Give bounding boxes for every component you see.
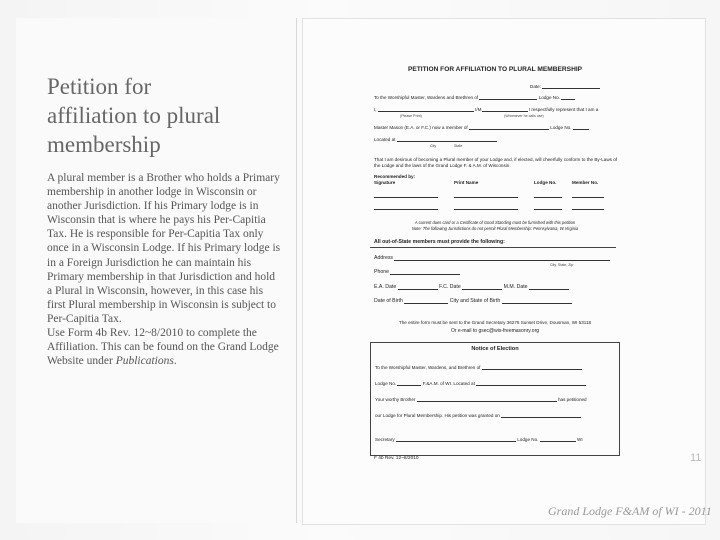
recommender-2-lodge-line	[534, 209, 562, 210]
worthy-brother-label: Your worthy Brother	[375, 397, 416, 402]
desire-paragraph: That I am desirous of becoming a Plural member of your Lodge and, if elected, will cheerfully conform to the By-Laws of the Lodge and the laws of the Grand Lodge F. & A.M. of Wisconsin.	[374, 157, 618, 168]
form-member-row	[374, 125, 589, 130]
mm-date-blank	[529, 285, 569, 290]
phone-row	[374, 269, 460, 275]
notice-to-row	[375, 365, 582, 370]
date-label: Date:	[530, 84, 541, 89]
dob-label: Date of Birth	[374, 298, 403, 304]
phone-blank	[390, 270, 460, 275]
slide-title	[47, 72, 292, 159]
city-state-birth-label: City and State of Birth	[449, 298, 501, 304]
col-member-no-header: Member No.	[572, 180, 599, 185]
city-state-zip-hint: City, State, Zip	[550, 263, 574, 267]
recommender-1-lodge-line	[534, 197, 562, 198]
name-blank	[378, 107, 474, 112]
petition-form-image	[370, 62, 620, 472]
dob-blank	[404, 299, 448, 304]
notice-of-election-box	[370, 342, 620, 456]
hereby-label: I respectfully represent that I am a	[528, 107, 599, 112]
para2-prefix: Use Form 4b Rev. 12~8/2010 to complete the Affiliation. This can be found on the Grand Lodge Website under	[47, 327, 279, 368]
form-title: PETITION FOR AFFILIATION TO PLURAL MEMBERSHIP	[407, 66, 583, 73]
address-label: Address	[374, 255, 394, 261]
slide-body	[47, 171, 282, 368]
out-of-state-heading: All out-of-State members must provide the following:	[374, 239, 505, 245]
recommender-1-member-line	[572, 197, 604, 198]
recommender-2-name-line	[454, 209, 518, 210]
recommender-1-name-line	[454, 197, 518, 198]
located-at-blank	[397, 137, 497, 142]
granted-date-blank	[501, 413, 581, 418]
lodge-no2-blank	[573, 125, 589, 130]
body-paragraph-2	[47, 326, 282, 368]
our-lodge-label: our Lodge for Plural Membership. His petition was granted on	[375, 413, 500, 418]
please-print-hint: (Please Print)	[400, 114, 422, 118]
secretary-row	[375, 437, 583, 442]
lodge-no3-label: Lodge No.	[517, 437, 539, 442]
secretary-label: Secretary	[375, 437, 395, 442]
lodge-no-label: Lodge No.	[538, 95, 560, 100]
notice-lodge-blank	[482, 365, 582, 370]
fc-date-blank	[462, 285, 502, 290]
notice-located-blank	[476, 381, 586, 386]
secretary-blank	[396, 437, 516, 442]
lodge-no2-label: Lodge No.	[550, 125, 572, 130]
para2-suffix: .	[173, 355, 177, 368]
birth-row	[374, 298, 572, 304]
our-lodge-row	[375, 413, 581, 418]
lodge-no3-blank	[540, 437, 576, 442]
wi-label: WI	[577, 437, 583, 442]
notice-lodge-row	[375, 381, 586, 386]
col-print-name-header: Print Name	[454, 180, 479, 185]
send-to-instructions: The entire form must be sent to the Grand Secretary 36275 Sunset Drive, Dousman, WI 53118	[398, 320, 592, 325]
address-row	[374, 255, 610, 261]
city-hint: City	[430, 144, 437, 148]
ea-date-label: E.A. Date	[374, 284, 397, 290]
member-of-blank	[469, 125, 549, 130]
im-label: I/M	[475, 107, 482, 112]
lodge-name-blank	[479, 95, 537, 100]
middle-name-hint: (Whomever he calls use)	[504, 114, 544, 118]
notice-title: Notice of Election	[471, 346, 519, 352]
title-line-1: Petition for	[47, 74, 152, 99]
notice-to-label: To the Worshipful Master, Wardens, and Brethren of	[375, 365, 481, 370]
degree-dates-row	[374, 284, 569, 290]
body-paragraph-1: A plural member is a Brother who holds a Primary membership in another lodge in Wisconsin or another Jurisdiction. If his Primary lodge is in Wisconsin that is where he pays his Per-Capitia Tax. He is responsible for Per-Capitia Tax only once in a Wisconsin Lodge. If his Primary lodge is in a Foreign Jurisdiction he can maintain his Primary membership in that Jurisdiction and hold a Plural in Wisconsin, however, in this case his first Plural membership in Wisconsin is subject to Per-Capitia Tax.	[47, 172, 281, 325]
good-standing-note: A current dues card or a Certificate of Good Standing must be furnished with this petition	[414, 220, 576, 225]
page-number: 11	[690, 452, 702, 464]
date-blank	[542, 84, 600, 89]
i-label: I,	[374, 107, 377, 112]
title-line-3: membership	[47, 132, 161, 157]
lodge-no-blank	[561, 95, 575, 100]
form-to-row	[374, 95, 575, 100]
birth-place-blank	[502, 299, 572, 304]
col-signature-header: Signature	[374, 180, 396, 185]
publications-link-text: Publications	[115, 355, 174, 368]
form-located-row	[374, 137, 497, 142]
col-lodge-no-header: Lodge No.	[534, 180, 557, 185]
phone-label: Phone	[374, 269, 390, 275]
recommender-2-signature-line	[374, 209, 438, 210]
form-code: F 4b Rev. 12~8/2010	[374, 456, 419, 461]
brother-name-blank	[417, 397, 557, 402]
slide-footer: Grand Lodge F&AM of WI - 2011	[548, 504, 712, 518]
recommender-2-member-line	[572, 209, 604, 210]
recommender-1-signature-line	[374, 197, 438, 198]
out-of-state-rule	[370, 247, 616, 248]
form-name-row	[374, 107, 598, 112]
form-date-row	[530, 84, 600, 89]
petitioned-label: has petitioned	[558, 397, 587, 402]
state-hint: State	[454, 144, 463, 148]
fc-date-label: F.C. Date	[439, 284, 461, 290]
worthy-brother-row	[375, 397, 587, 402]
notice-lodge-label: Lodge No.	[375, 381, 397, 386]
ea-date-blank	[398, 285, 438, 290]
notice-faam-label: F.&A.M. of WI. Located at	[422, 381, 475, 386]
master-mason-label: Master Mason (E.A. or F.C.) now a member of	[374, 125, 468, 130]
email-instructions: Or e-mail to gsec@wis-freemasonry.org	[450, 328, 540, 334]
to-worshipful-label: To the Worshipful Master, Wardens and Brethren of	[374, 95, 479, 100]
title-line-2: affiliation to plural	[47, 103, 221, 128]
mm-date-label: M.M. Date	[503, 284, 528, 290]
located-at-label: Located at	[374, 137, 396, 142]
recommended-by-label: Recommended by:	[374, 174, 416, 179]
notice-lodge-no-blank	[397, 381, 421, 386]
jurisdiction-note: Note: The following Jurisdictions do not permit Plural Membership: Pennsylvania, W.Virginia	[411, 226, 579, 231]
im-blank	[482, 107, 528, 112]
address-blank	[394, 256, 610, 261]
